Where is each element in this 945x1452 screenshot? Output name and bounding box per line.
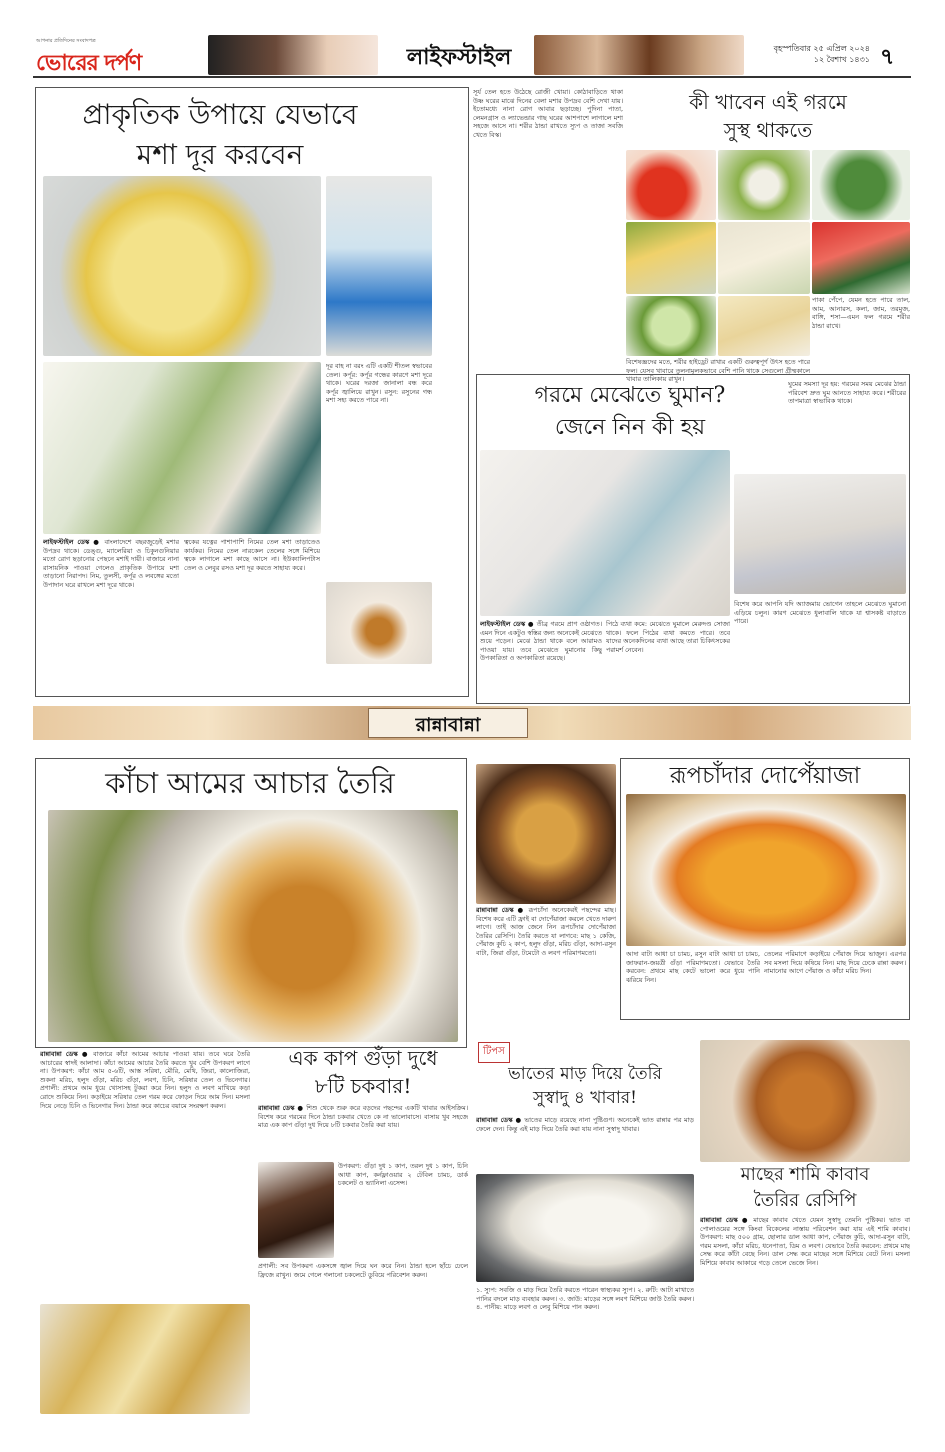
pickle-body-3: প্রণালী: প্রথমে আম ধুয়ে খোসাসহ টুকরা করে নিন। হলুদ ও লবণ মাখিয়ে কড়া রোদে শুকিয়ে নিন। কড়াইয়ে সরিষার তেল গরম করে ফোড়ন দিয়ে আম দিন। মসলা দিয়ে নেড়ে চিনি ও ভিনেগার দিন। ঠান্ডা করে কাচের বয়ামে সংরক্ষণ করুন। bbox=[40, 1084, 250, 1110]
floor-sleep-headline-line2: জেনে নিন কী হয় bbox=[554, 415, 706, 440]
dopiaza-byline: রান্নাবান্না ডেস্ক ● bbox=[476, 906, 525, 914]
floor-sleep-body-4: বিশেষ করে আপনি যদি অ্যাজমায় ভোগেন তাহলে মেঝেতে ঘুমানো এড়িয়ে চলুন। কারণ মেঝেতে ধুলাবালি থাকে যা শ্বাসকষ্ট বাড়াতে পারে। bbox=[734, 600, 906, 626]
dopiaza-body-4: তেলের পরিমাণে কড়াইয়ে পেঁয়াজ দিয়ে ভাজুন। এরপর সব মসলা দিয়ে কষিয়ে নিন। মাছ দিয়ে ঢেকে রান্না করুন। নামানোর আগে পেঁয়াজ ও কাঁচা মরিচ দিন। bbox=[764, 950, 906, 976]
dopiaza-body-2-text: তৈরি করতে যা লাগবে: মাছ ১ কেজি, পেঁয়াজ কুচি ২ কাপ, হলুদ গুঁড়া, মরিচ গুঁড়া, আদা-রসুন বাটা, জিরা গুঁড়া, টমেটো ও লবণ পরিমাণমতো। bbox=[476, 931, 616, 957]
kabab-body-3: যেভাবে তৈরি করবেন: প্রথমে মাছ সেদ্ধ করে কাঁটা বেছে নিন। ডাল সেদ্ধ করে মাছের সঙ্গে মিশিয়ে বেটে নিন। মসলা মিশিয়ে কাবাব আকারে গড়ে তেলে ভেজে নিন। bbox=[700, 1241, 910, 1267]
summer-food-headline-line2: সুস্থ থাকতে bbox=[723, 118, 813, 142]
mosquito-headline bbox=[40, 95, 400, 175]
milk-body-1-text: শিশু থেকে শুরু করে বড়দের পছন্দের একটি খাবার আইসক্রিম। বিশেষ করে গরমের দিনে ঠান্ডা চকবার খেতে কে না ভালোবাসে। বাসায় খুব সহজে মাত্র এক কাপ গুঁড়া দুধ দিয়ে ৮টি চকবার তৈরি করা যায়। bbox=[258, 1104, 468, 1130]
rice-water-body-1-text: ভাতের মাড়ে রয়েছে নানা পুষ্টিগুণ। অনেকেই ভাত রান্নার পর মাড় ফেলে দেন। কিন্তু এই মাড় দিয়ে তৈরি করা যায় নানা সুস্বাদু খাবার। bbox=[476, 1116, 694, 1133]
summer-food-headline-line1: কী খাবেন এই গরমে bbox=[689, 90, 847, 114]
rice-water-photo bbox=[476, 1174, 694, 1282]
pickle-headline: কাঁচা আমের আচার তৈরি bbox=[105, 766, 395, 800]
pickle-jar-photo bbox=[40, 1304, 250, 1414]
dopiaza-body-1 bbox=[476, 906, 616, 1046]
mosquito-body-1-text: বাংলাদেশে বছরজুড়েই মশার উপদ্রব থাকে। ডেঙ্গু, ম্যালেরিয়া ও চিকুনগুনিয়ার মতো রোগ ছড়ানোর পেছনে মশাই দায়ী। বাজারে নানা রাসায়নিক পাওয়া গেলেও প্রাকৃতিক উপায়ে মশা তাড়ানো নিরাপদ। নিম, তুলসী, কর্পূর ও লবঙ্গের মতো উপাদান ঘরে রাখলে মশা দূরে থাকে। bbox=[43, 538, 179, 589]
kabab-photo bbox=[700, 1040, 910, 1162]
page-number: ৭ bbox=[880, 44, 895, 70]
date-block bbox=[748, 43, 870, 65]
oil-bottles-photo bbox=[43, 362, 321, 534]
rice-water-headline bbox=[476, 1062, 694, 1110]
kabab-headline-line2: তৈরির রেসিপি bbox=[753, 1190, 857, 1211]
mosquito-body-3: দূর বাহ না বরং এটি একটি শীতল স্বভাবের তেল। কর্পূর: কর্পূর গন্ধের কারণে মশা দূরে থাকে। ঘরের দরজা জানালা বন্ধ করে কর্পূর জ্বালিয়ে রাখুন। রসুন: রসুনের গন্ধ মশা সহ্য করতে পারে না। bbox=[326, 362, 432, 405]
mango-pickle-photo bbox=[48, 810, 458, 1042]
mosquito-body-4: সূর্য তেল হতে উঠেছে রোজী খোয়া। কোঠাবাড়িতে থাকা উষ্ণ ঘরের মাঝে দিনের বেলা মশার উপদ্রব বেশি দেখা যায়। ইতোমধ্যে নানা রোগ আবার ছড়াচ্ছে। পুদিনা পাতা, লেমনগ্রাস ও ল্যাভেন্ডার গাছ ঘরের আশপাশে লাগালে মশা সহজে আসে না। শরীর ঠান্ডা রাখতে স্যুপ ও তাজা সবজি খেতে বিস্ক। bbox=[473, 88, 623, 139]
rice-water-byline: রান্নাবান্না ডেস্ক ● bbox=[476, 1116, 522, 1124]
floor-sleep-body-2: পিঠে ব্যথা কমে: মেঝেতে ঘুমালে মেরুদণ্ড সোজা থাকে। ফলে পিঠের ব্যথা কমতে পারে। তবে যাদের অনেকদিনের ব্যথা আছে তারা চিকিৎসকের পরামর্শ নেবেন। bbox=[606, 620, 730, 654]
section-title: লাইফস্টাইল bbox=[406, 44, 512, 70]
milk-body-2: উপকরণ: গুঁড়া দুধ ১ কাপ, তরল দুধ ১ কাপ, চিনি আধা কাপ, কর্নফ্লাওয়ার ২ টেবিল চামচ, ডার্ক চকলেট ও ভ্যানিলা এসেন্স। bbox=[338, 1162, 468, 1188]
pickle-body-1: বাজারে কাঁচা আমের আচার পাওয়া যায়। তবে ঘরে তৈরি আচারের স্বাদই আলাদা। কাঁচা আমের আচার তৈরি করতে খুব বেশি উপকরণ লাগে না। bbox=[40, 1050, 250, 1076]
kabab-body bbox=[700, 1216, 910, 1416]
fruit-juice-photo bbox=[626, 222, 716, 294]
floor-sleep-headline-line1: গরমে মেঝেতে ঘুমান? bbox=[534, 383, 726, 408]
dopiaza-body-1-text: রূপচাঁদা অনেকেরই পছন্দের মাছ। বিশেষ করে এটি ফ্রাই বা দোপেঁয়াজা করলে খেতে দারুণ লাগে। তাই আজ জেনে নিন রূপচাঁদার দোপেঁয়াজা তৈরির রেসিপি। bbox=[476, 906, 616, 940]
milk-body-1 bbox=[258, 1104, 468, 1158]
masthead-banner-left bbox=[208, 35, 378, 75]
rice-water-body-1 bbox=[476, 1116, 694, 1172]
pickle-body-2: উপকরণ: কাঁচা আম ৫-৬টি, আস্ত সরিষা, মৌরি, মেথি, জিরা, কালোজিরা, শুকনা মরিচ, হলুদ গুঁড়া, মরিচ গুঁড়া, লবণ, চিনি, সরিষার তেল ও ভিনেগার। bbox=[40, 1067, 250, 1084]
cucumber-photo bbox=[626, 296, 716, 356]
man-sleeping-floor-photo bbox=[734, 474, 906, 594]
floor-sleep-body-3: ঘুমের সমস্যা দূর হয়: গরমের সময় মেঝের ঠান্ডা পরিবেশ দ্রুত ঘুম আনতে সাহায্য করে। শরীরের তাপমাত্রা স্বাভাবিক থাকে। bbox=[788, 380, 906, 406]
floor-sleep-body-1-text: তীব্র গরমে প্রাণ ওষ্ঠাগত। এমন দিনে একটুও স্বস্তির জন্য অনেকেই মেঝেতে শুয়ে পড়েন। মেঝে ঠান্ডা থাকে বলে আরামও পাওয়া যায়। তবে মেঝেতে ঘুমানোর কিছু উপকারিতা ও অপকারিতা রয়েছে। bbox=[480, 620, 602, 663]
mosquito-body-1 bbox=[43, 538, 179, 693]
logo-text: ভোরের দর্পণ bbox=[36, 50, 142, 76]
chocobar-photo bbox=[258, 1162, 334, 1258]
woman-lying-photo bbox=[480, 450, 730, 616]
mosquito-body-2: ত্বকের যত্নের পাশাপাশি নিমের তেল মশা তাড়াতেও কার্যকর। নিমের তেল নারকেল তেলের সঙ্গে মিশিয়ে ত্বকে লাগালে মশা কাছে আসে না। ইউক্যালিপটাস তেল ও লেবুর রসও মশা দূর করতে সাহায্য করে। bbox=[184, 538, 320, 572]
banana-photo bbox=[718, 296, 810, 356]
date-gregorian: বৃহস্পতিবার ২৫ এপ্রিল ২০২৪ bbox=[773, 44, 870, 53]
milk-headline-line2: ৮টি চকবার! bbox=[314, 1074, 412, 1098]
masthead-banner-right bbox=[534, 35, 744, 75]
mosquito-byline: লাইফস্টাইল ডেস্ক ● bbox=[43, 538, 101, 546]
kabab-headline bbox=[700, 1162, 910, 1214]
logo-tagline: আপনার প্রতিদিনের সংবাদপত্র bbox=[36, 38, 96, 44]
ribbon-label: রান্নাবান্না bbox=[415, 714, 481, 736]
kabab-body-2: উপকরণ: মাছ ৫০০ গ্রাম, ছোলার ডাল আধা কাপ, পেঁয়াজ কুচি, আদা-রসুন বাটা, গরম মসলা, কাঁচা মরিচ, ধনেপাতা, ডিম ও লবণ। bbox=[700, 1233, 910, 1250]
spray-bottle-photo bbox=[326, 176, 432, 356]
milk-byline: রান্নাবান্না ডেস্ক ● bbox=[258, 1104, 304, 1112]
dopiaza-headline: রূপচাঁদার দোপেঁয়াজা bbox=[669, 763, 861, 789]
coconut-photo bbox=[718, 150, 810, 220]
essential-oil-photo bbox=[326, 582, 432, 664]
pickle-body bbox=[40, 1050, 250, 1300]
rice-water-body-2: ১. স্যুপ: সবজি ও মাড় দিয়ে তৈরি করতে পারেন স্বাস্থ্যকর স্যুপ। ২. রুটি: আটা মাখাতে পানির বদলে মাড় ব্যবহার করুন। ৩. জাউ: মাড়ের সঙ্গে লবণ মিশিয়ে জাউ তৈরি করুন। ৪. পানীয়: মাড়ে লবণ ও লেবু মিশিয়ে পান করুন। bbox=[476, 1286, 694, 1312]
summer-food-body-2: পাকা পেঁপে, যেমন হতে পারে তাল, আম, আনারস, কলা, জাম, তরমুজ, বাঙ্গি, শসা—এমন ফল গরমে শরীর ঠান্ডা রাখে। bbox=[812, 296, 910, 330]
milk-headline-line1: এক কাপ গুঁড়া দুধে bbox=[288, 1046, 438, 1070]
dopiaza-body-3: আদা বাটা আধা চা চামচ, রসুন বাটা আধা চা চামচ, জাফরান-জয়ত্রী গুঁড়া পরিমাণমতো। যেভাবে তৈরি করবেন: প্রথমে মাছ কেটে ভালো করে ধুয়ে পানি ঝরিয়ে নিন। bbox=[626, 950, 760, 984]
yogurt-photo bbox=[718, 222, 810, 294]
kabab-byline: রান্নাবান্না ডেস্ক ● bbox=[700, 1216, 750, 1224]
lemon-clove-photo bbox=[43, 176, 321, 356]
floor-sleep-byline: লাইফস্টাইল ডেস্ক ● bbox=[480, 620, 535, 628]
newspaper-logo bbox=[36, 38, 204, 76]
kabab-headline-line1: মাছের শামি কাবাব bbox=[740, 1164, 870, 1185]
dopiaza-photo bbox=[626, 794, 906, 946]
floor-sleep-body-1 bbox=[480, 620, 602, 700]
tips-tag: টিপস bbox=[478, 1042, 510, 1063]
mosquito-body-3-cont bbox=[326, 667, 432, 695]
summer-food-headline bbox=[626, 88, 910, 144]
milk-headline bbox=[258, 1044, 468, 1100]
pickle-byline: রান্নাবান্না ডেস্ক ● bbox=[40, 1050, 90, 1058]
milk-body-3: প্রণালী: সব উপকরণ একসঙ্গে জ্বাল দিয়ে ঘন করে নিন। ঠান্ডা হলে ছাঁচে ঢেলে ফ্রিজে রাখুন। জমে গেলে গলানো চকলেটে ডুবিয়ে পরিবেশন করুন। bbox=[258, 1262, 468, 1279]
rice-water-headline-line2: সুস্বাদু ৪ খাবার! bbox=[533, 1088, 637, 1108]
tomato-juice-photo bbox=[626, 150, 716, 220]
rice-water-headline-line1: ভাতের মাড় দিয়ে তৈরি bbox=[508, 1064, 662, 1084]
mosquito-headline-line1: প্রাকৃতিক উপায়ে যেভাবে bbox=[82, 98, 358, 131]
fish-fry-photo bbox=[476, 764, 616, 904]
mint-photo bbox=[812, 150, 910, 220]
floor-sleep-headline bbox=[480, 380, 780, 444]
kabab-body-1: মাছের কাবাব খেতে যেমন সুস্বাদু তেমনি পুষ্টিকর। ভাত বা পোলাওয়ের সঙ্গে কিংবা বিকেলের নাস্তায় পরিবেশন করা যায় এই শামি কাবাব। bbox=[700, 1216, 910, 1233]
mosquito-headline-line2: মশা দূর করবেন bbox=[136, 138, 304, 171]
date-bengali: ১২ বৈশাখ ১৪৩১ bbox=[813, 55, 870, 64]
summer-food-body-1: বিশেষজ্ঞদের মতে, শরীর হাইড্রেট রাখার একটি গুরুত্বপূর্ণ উৎস হতে পারে ফল। যেসব খাবারে তুলনামূলকভাবে বেশি পানি থাকে সেগুলো গ্রীষ্মকালে খাবার তালিকায় রাখুন। bbox=[626, 358, 810, 384]
watermelon-photo bbox=[812, 222, 910, 294]
